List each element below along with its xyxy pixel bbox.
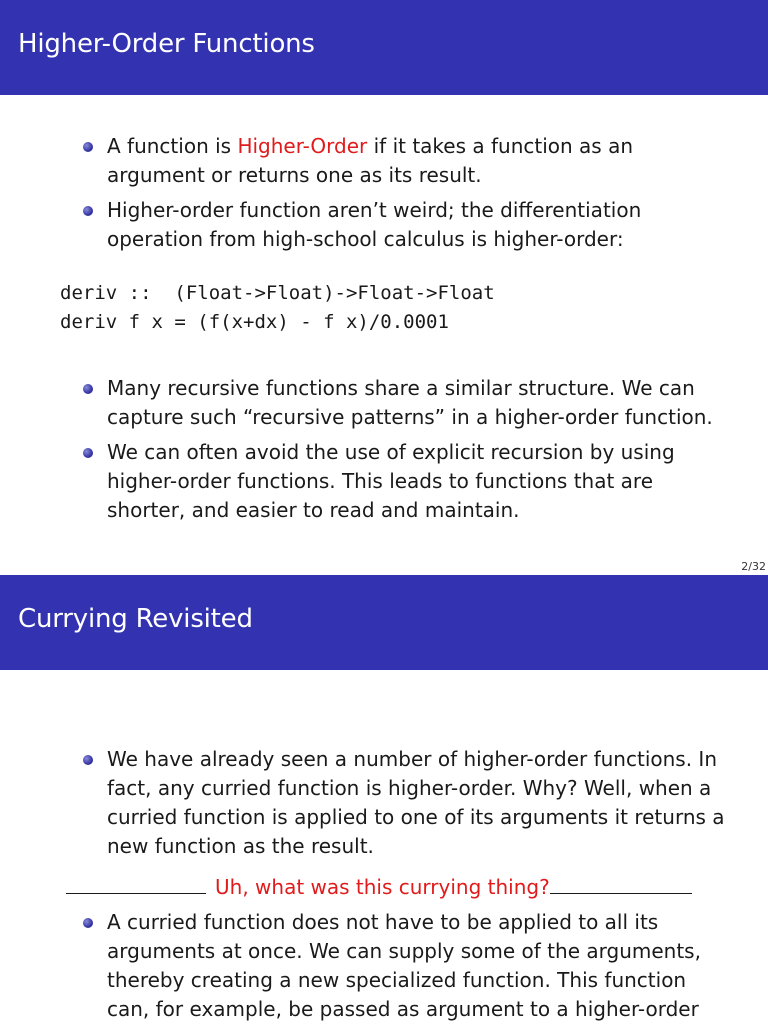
bullet-line: shorter, and easier to read and maintain. bbox=[107, 498, 520, 522]
bullet-list bbox=[81, 745, 741, 867]
bullet-item bbox=[81, 908, 741, 1024]
bullet-line: fact, any curried function is higher-order. Why? Well, when a bbox=[107, 776, 712, 800]
bullet-list bbox=[81, 908, 741, 1030]
bullet-line: operation from high-school calculus is higher-order: bbox=[107, 227, 624, 251]
bullet-item bbox=[81, 438, 741, 525]
bullet-line: new function as the result. bbox=[107, 834, 374, 858]
slide-title: Higher-Order Functions bbox=[18, 29, 315, 59]
bullet-item bbox=[81, 374, 741, 432]
bullet-line: thereby creating a new specialized function. This function bbox=[107, 968, 687, 992]
code-block bbox=[60, 279, 495, 337]
slide-title: Currying Revisited bbox=[18, 604, 253, 634]
highlighted-term: Higher-Order bbox=[237, 134, 368, 158]
bullet-line: Many recursive functions share a similar structure. We can bbox=[107, 376, 695, 400]
bullet-icon bbox=[83, 755, 93, 765]
bullet-line: We can often avoid the use of explicit recursion by using bbox=[107, 440, 675, 464]
page-number: 2/32 bbox=[741, 560, 766, 573]
bullet-item bbox=[81, 745, 741, 861]
bullet-line: A function is Higher-Order if it takes a function as an bbox=[107, 134, 634, 158]
bullet-line: capture such “recursive patterns” in a higher-order function. bbox=[107, 405, 713, 429]
bullet-icon bbox=[83, 918, 93, 928]
bullet-item bbox=[81, 196, 741, 254]
bullet-item bbox=[81, 132, 741, 190]
bullet-line: can, for example, be passed as argument to a higher-order bbox=[107, 997, 699, 1021]
bullet-line: higher-order functions. This leads to functions that are bbox=[107, 469, 654, 493]
separator-text: Uh, what was this currying thing? bbox=[215, 875, 550, 899]
bullet-icon bbox=[83, 448, 93, 458]
bullet-line: We have already seen a number of higher-order functions. In bbox=[107, 747, 717, 771]
bullet-line: curried function is applied to one of its arguments it returns a bbox=[107, 805, 725, 829]
bullet-icon bbox=[83, 206, 93, 216]
code-line: deriv :: (Float->Float)->Float->Float bbox=[60, 282, 495, 304]
code-line: deriv f x = (f(x+dx) - f x)/0.0001 bbox=[60, 311, 449, 333]
bullet-line: arguments at once. We can supply some of the arguments, bbox=[107, 939, 701, 963]
bullet-list bbox=[81, 374, 741, 531]
bullet-icon bbox=[83, 384, 93, 394]
bullet-line: A curried function does not have to be applied to all its bbox=[107, 910, 659, 934]
bullet-icon bbox=[83, 142, 93, 152]
bullet-list bbox=[81, 132, 741, 260]
separator-rule bbox=[550, 893, 692, 894]
bullet-line: argument or returns one as its result. bbox=[107, 163, 482, 187]
slide-header bbox=[0, 0, 768, 95]
slide-header bbox=[0, 575, 768, 670]
bullet-line: Higher-order function aren’t weird; the differentiation bbox=[107, 198, 642, 222]
section-separator bbox=[66, 873, 692, 901]
separator-rule bbox=[66, 893, 206, 894]
